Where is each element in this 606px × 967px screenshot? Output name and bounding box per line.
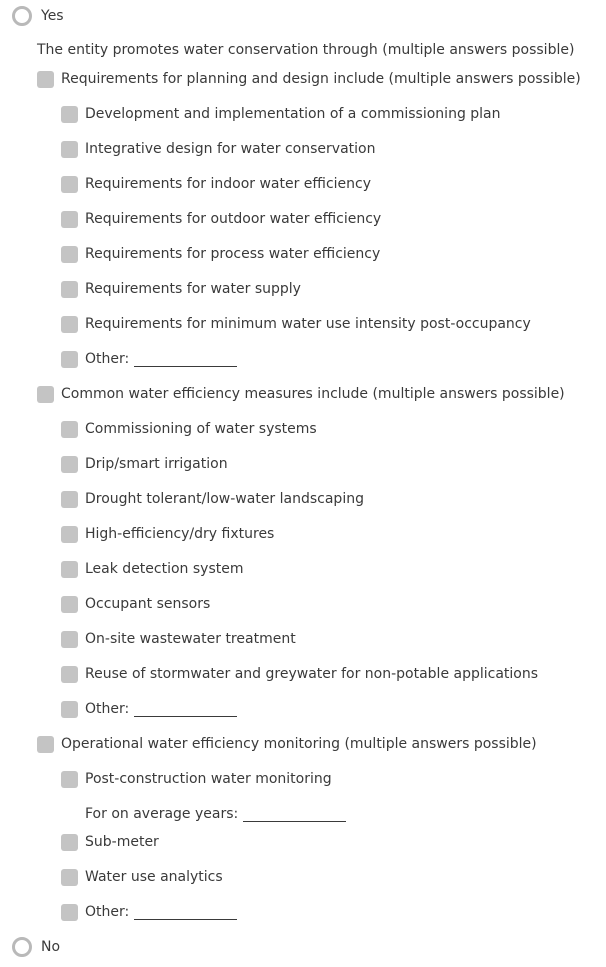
checkbox-item[interactable] <box>61 628 296 650</box>
group-operational-monitoring-label: Operational water efficiency monitoring (multiple answers possible) <box>61 736 537 752</box>
checkbox-label: Occupant sensors <box>85 596 211 612</box>
checkbox-item[interactable] <box>61 453 228 475</box>
group-efficiency-measures[interactable] <box>37 383 565 405</box>
no-option[interactable] <box>12 936 60 958</box>
checkbox[interactable] <box>61 246 78 263</box>
checkbox[interactable] <box>61 281 78 298</box>
checkbox[interactable] <box>61 631 78 648</box>
yes-label: Yes <box>41 8 64 24</box>
checkbox[interactable] <box>61 491 78 508</box>
checkbox[interactable] <box>61 771 78 788</box>
checkbox-item[interactable] <box>61 523 274 545</box>
checkbox-item[interactable] <box>61 278 301 300</box>
checkbox-label: Post-construction water monitoring <box>85 771 332 787</box>
other-blank-line[interactable] <box>134 702 237 717</box>
checkbox[interactable] <box>61 351 78 368</box>
checkbox[interactable] <box>61 211 78 228</box>
checkbox-label: Drought tolerant/low-water landscaping <box>85 491 364 507</box>
no-label: No <box>41 939 61 955</box>
checkbox-label: High-efficiency/dry fixtures <box>85 526 275 542</box>
checkbox[interactable] <box>61 526 78 543</box>
checkbox-label: Water use analytics <box>85 869 223 885</box>
checkbox-item[interactable] <box>61 208 381 230</box>
checkbox[interactable] <box>61 869 78 886</box>
average-years-field[interactable] <box>85 803 346 825</box>
checkbox-label: Leak detection system <box>85 561 244 577</box>
checkbox-label: On-site wastewater treatment <box>85 631 296 647</box>
checkbox-label: Sub-meter <box>85 834 159 850</box>
checkbox-item-other[interactable] <box>61 901 237 923</box>
checkbox-label: Requirements for water supply <box>85 281 301 297</box>
checkbox-label: Commissioning of water systems <box>85 421 317 437</box>
checkbox-label: Integrative design for water conservation <box>85 141 376 157</box>
group-efficiency-measures-checkbox[interactable] <box>37 386 54 403</box>
intro-text: The entity promotes water conservation through (multiple answers possible) <box>37 42 575 58</box>
checkbox-item[interactable] <box>61 663 538 685</box>
yes-radio[interactable] <box>12 6 32 26</box>
checkbox[interactable] <box>61 316 78 333</box>
checkbox-item[interactable] <box>61 418 317 440</box>
group-efficiency-measures-label: Common water efficiency measures include (multiple answers possible) <box>61 386 565 402</box>
checkbox-label: Requirements for indoor water efficiency <box>85 176 372 192</box>
checkbox-item[interactable] <box>61 138 375 160</box>
checkbox[interactable] <box>61 666 78 683</box>
checkbox-item[interactable] <box>61 866 223 888</box>
checkbox-item[interactable] <box>61 313 531 335</box>
other-blank-line[interactable] <box>134 905 237 920</box>
checkbox-item[interactable] <box>61 103 501 125</box>
group-planning-design-checkbox[interactable] <box>37 71 54 88</box>
checkbox-item-other[interactable] <box>61 348 237 370</box>
other-blank-line[interactable] <box>134 352 237 367</box>
checkbox[interactable] <box>61 456 78 473</box>
group-planning-design-label: Requirements for planning and design include (multiple answers possible) <box>61 71 581 87</box>
group-operational-monitoring-checkbox[interactable] <box>37 736 54 753</box>
checkbox-label: Reuse of stormwater and greywater for non-potable applications <box>85 666 539 682</box>
checkbox-item[interactable] <box>61 593 210 615</box>
checkbox-label: Requirements for outdoor water efficiency <box>85 211 382 227</box>
checkbox-label: Development and implementation of a commissioning plan <box>85 106 501 122</box>
checkbox[interactable] <box>61 596 78 613</box>
checkbox[interactable] <box>61 176 78 193</box>
checkbox[interactable] <box>61 834 78 851</box>
checkbox-item-other[interactable] <box>61 698 237 720</box>
checkbox[interactable] <box>61 106 78 123</box>
checkbox-item[interactable] <box>61 173 371 195</box>
checkbox-label: Requirements for process water efficiency <box>85 246 381 262</box>
checkbox[interactable] <box>61 141 78 158</box>
checkbox[interactable] <box>61 701 78 718</box>
average-years-blank-line[interactable] <box>243 807 346 822</box>
no-radio[interactable] <box>12 937 32 957</box>
checkbox-item[interactable] <box>61 243 380 265</box>
checkbox-item[interactable] <box>61 488 364 510</box>
checkbox[interactable] <box>61 421 78 438</box>
checkbox[interactable] <box>61 904 78 921</box>
checkbox-label: Requirements for minimum water use intensity post-occupancy <box>85 316 531 332</box>
checkbox[interactable] <box>61 561 78 578</box>
other-label: Other: <box>85 351 130 367</box>
average-years-label: For on average years: <box>85 806 239 822</box>
other-label: Other: <box>85 904 130 920</box>
checkbox-item[interactable] <box>61 768 332 790</box>
checkbox-item[interactable] <box>61 558 243 580</box>
group-planning-design[interactable] <box>37 68 581 90</box>
checkbox-item[interactable] <box>61 831 159 853</box>
other-label: Other: <box>85 701 130 717</box>
yes-option[interactable] <box>12 5 64 27</box>
group-operational-monitoring[interactable] <box>37 733 537 755</box>
checkbox-label: Drip/smart irrigation <box>85 456 228 472</box>
